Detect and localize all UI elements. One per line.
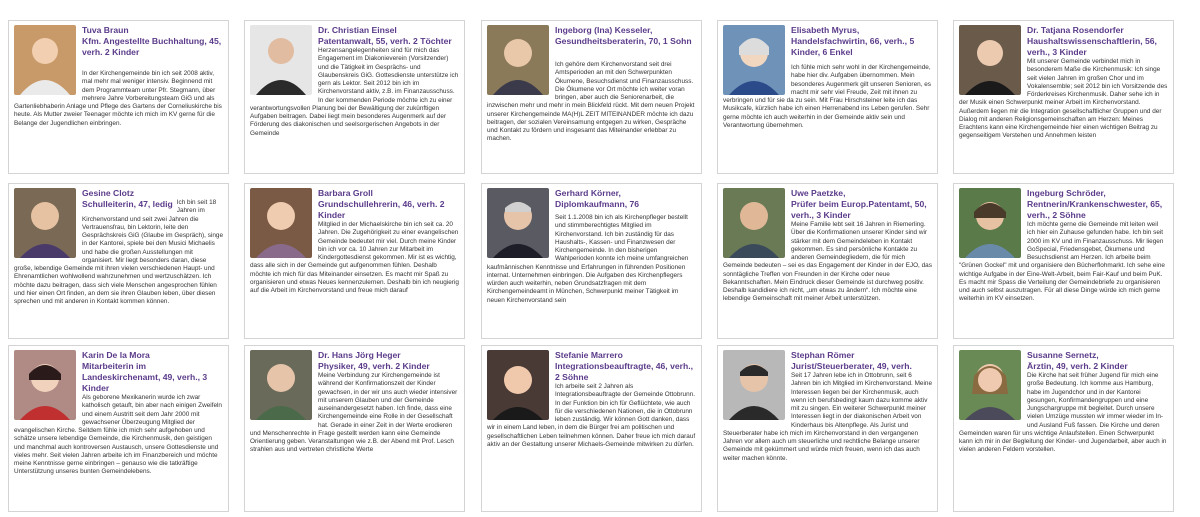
candidate-card (8, 183, 229, 339)
candidate-photo (14, 350, 76, 420)
candidate-bio: Ich gehöre dem Kirchenvorstand seit drei Amtsperioden an mit den Schwerpunkten Ökumene, Besuchsdienst und Finanzausschuss. Die Ökumene vor Ort möchte ich weiter voran bringen, aber auch die Seniorenarbeit, die inzwischen mehr und mehr in mein Blickfeld rückt. Mit dem neuen Projekt unserer Kirchengemeinde MA(H)L ZEIT MITEINANDER möchte ich dazu beitragen, der sozialen Vereinsamung entgegen zu wirken, Gespräche und Kontakt zu fördern und insgesamt das Miteinander erlebbar zu machen. (487, 61, 695, 143)
candidate-name: Barbara Groll (318, 188, 373, 198)
candidate-photo (723, 25, 785, 95)
candidate-name: Gerhard Körner, (555, 188, 621, 198)
candidate-photo (14, 188, 76, 258)
candidate-bio: Meine Familie lebt seit 16 Jahren in Riemerling. Über die Konfirmationen unserer Kinder sind wir stärker mit dem Gemeindeleben in Kontakt gekommen. Es sind persönliche Kontakte zu anderen Gemeindegliedern, die für mich Gemeinde bedeuten – sei es das Engagement der Kinder in der EJO, das sonntägliche Treffen von Freunden in der Kirche oder neue Bekanntschaften. Mein Eindruck dieser Gemeinde ist durchweg positiv. Deshalb kandidiere ich nicht, „um etwas zu ändern“. Ich möchte eine lebendige Gemeinschaft mit meiner Arbeit unterstützen. (723, 221, 932, 303)
candidate-photo (959, 25, 1021, 95)
candidate-name: Dr. Hans Jörg Heger (318, 350, 401, 360)
candidate-name: Uwe Paetzke, (791, 188, 846, 198)
candidate-title: Rentnerin/Krankenschwester, 65, verh., 2 Söhne (1027, 199, 1163, 220)
candidate-photo (250, 25, 312, 95)
candidate-name: Tuva Braun (82, 25, 129, 35)
candidate-card (717, 20, 938, 174)
candidate-bio: Mitglied in der Michaelskirche bin ich seit ca. 20 Jahren. Die Zugehörigkeit zu einer evangelischen Gemeinde bedeutet mir viel. Durch meine Kinder bin ich vor ca. 10 Jahren zur Mitarbeit im Kindergottesdienst gekommen. Mir ist es wichtig, dass alle sich in der Gemeinde gut aufgenommen fühlen. Deshalb möchte ich mich für das Miteinander einsetzen. Es macht mir Spaß zu organisieren und etwas Neues kennenzulernen. Deshalb bin ich neugierig auf die Arbeit im Kirchenvorstand und freue mich darauf (250, 221, 459, 294)
candidate-title: Gesundheitsberaterin, 70, 1 Sohn (555, 36, 692, 46)
candidate-name: Gesine Clotz (82, 188, 135, 198)
candidate-card (481, 20, 702, 174)
candidate-card (8, 345, 229, 512)
candidate-card (481, 183, 702, 339)
candidate-card (244, 20, 465, 174)
candidate-name: Susanne Sernetz, (1027, 350, 1099, 360)
candidate-title: Diplomkaufmann, 76 (555, 199, 640, 209)
candidate-bio: Seit 1.1.2008 bin ich als Kirchenpfleger bestellt und stimmberechtigtes Mitglied im Kirchenvorstand. Ich bin zuständig für das Haushalts-, Kassen- und Finanzwesen der Kirchengemeinde. In den bisherigen Wahlperioden konnte ich meine umfangreichen kaufmännischen Kenntnisse und Erfahrungen in führenden Positionen internat. Unternehmen einbringen. Die Aufgaben des Kirchenpflegers würden auch weiterhin, neben Grundsatzfragen mit dem Kirchengemeindeamt in München, Schwerpunkt meiner Tätigkeit im neuen Kirchenvorstand sein (487, 214, 689, 304)
candidate-bio: Mit unserer Gemeinde verbindet mich in besonderem Maße die Kirchenmusik: Ich singe seit vielen Jahren im großen Chor und im Vokalensemble; seit 2012 bin ich Vorsitzende des Förderkreises Kirchenmusik. Daher sehe ich in der Musik einen Schwerpunkt meiner Arbeit im Kirchenvorstand. Außerdem liegen mir die Integration gesellschaftlicher Gruppen und der Dialog mit anderen Religionsgemeinschaften am Herzen: Meines Erachtens kann eine Kirchengemeinde hier einen wichtigen Beitrag zu gegenseitigem Verstehen und Annehmen leisten (959, 58, 1168, 140)
candidate-bio: Herzensangelegenheiten sind für mich das Engagement im Diakonieverein (Vorsitzender) und die Tätigkeit im Gesprächs- und Glaubenskreis GiG. Gottesdienste unterstütze ich gern als Lektor. Seit 2012 bin ich im Kirchenvorstand aktiv, z.B. im Finanzausschuss. In der kommenden Periode möchte ich zu einer verantwortungsvollen Planung bei der Bewältigung der zukünftigen Aufgaben beitragen. Dabei liegt mein besonderes Augenmerk auf der Förderung des diakonischen und seelsorgerischen Angebots in der Gemeinde (250, 47, 459, 137)
candidate-photo (959, 350, 1021, 420)
candidate-photo (959, 188, 1021, 258)
candidate-bio: Ich möchte gerne die Gemeinde mit leiten weil ich hier ein Zuhause gefunden habe. Ich bin seit 2000 im KV und im Finanzausschuss. Mir liegen GoSpecial, Friedensgebet, Ökumene und Besuchsdienst am Herzen. Ich arbeite beim "Grünen Gockel" mit und organisiere den Bücherflohmarkt. Ich sehe eine wichtige Aufgabe in der Eine-Welt-Arbeit, beim Fair-Kauf und beim PuK. Es macht mir Spass die Verteilung der Gemeindebriefe zu organisieren und auch selbst auszutragen. Für all diese Dinge würde ich mich gerne weiterhin im KV einsetzen. (959, 221, 1165, 303)
candidate-card (953, 20, 1174, 174)
candidate-bio: Ich arbeite seit 2 Jahren als Integrationsbeauftragte der Gemeinde Ottobrunn. In der Funktion bin ich für Geflüchtete, wie auch für die verschiedenen Nationen, die in Ottobrunn leben zuständig. Wir können Gott danken, dass wir in einem Land leben, in dem die Bürger frei am politischen und gesellschaftlichen Leben teilnehmen können. Daher freue ich mich darauf aktiv an der Gestaltung unserer Michaels-Gemeinde mitwirken zu dürfen. (487, 383, 696, 448)
candidate-title: Integrationsbeauftragte, 46, verh., 2 Söhne (555, 361, 694, 382)
candidate-photo (14, 25, 76, 95)
candidate-name: Dr. Tatjana Rosendorfer (1027, 25, 1124, 35)
candidate-photo (723, 188, 785, 258)
candidate-card (717, 345, 938, 512)
candidate-title: Mitarbeiterin im Landeskirchenamt, 49, verh., 3 Kinder (82, 361, 208, 393)
candidate-title: Grundschullehrerin, 46, verh. 2 Kinder (318, 199, 445, 220)
candidate-photo (487, 25, 549, 95)
candidate-photo (723, 350, 785, 420)
candidate-photo (487, 188, 549, 258)
candidate-title: Patentanwalt, 55, verh. 2 Töchter (318, 36, 452, 46)
candidate-photo (250, 350, 312, 420)
candidate-title: Ärztin, 49, verh. 2 Kinder (1027, 361, 1128, 371)
candidate-photo (250, 188, 312, 258)
candidate-bio: Ich bin seit 18 Jahren im Kirchenvorstand und seit zwei Jahren die Vertrauensfrau, bin Lektorin, leite den Gesprächskreis GiG (Glaube im Gespräch), singe in der Kantorei, spiele bei den Musici Michaelis und habe die großen Ausstellungen mit organisiert. Mir liegt besonders daran, diese große, lebendige Gemeinde mit ihren vielen verschiedenen Haupt- und Ehrenamtlichen wohlwollend wahrzunehmen und wertzuschätzen. Ich möchte dazu beitragen, dass sich viele Menschen angesprochen fühlen und hier einen Ort finden, an dem sie ihren Glauben leben, über diesen sprechen und mit anderen in Kontakt kommen können. (14, 199, 223, 305)
candidate-name: Dr. Christian Einsel (318, 25, 397, 35)
candidate-card (481, 345, 702, 512)
candidate-bio: In der Kirchengemeinde bin ich seit 2008 aktiv, mal mehr mal weniger intensiv. Beginnend mit dem Programmteam unter Pfr. Stegmann, über mehrere Jahre Vorbereitungsteam GiG und als Gartenliebhaberin Anlage und Pflege des Gartens der Corneliuskirche bis heute. Als Mutter zweier Teenager möchte ich mich im KV gerne für die Belange der Jugendlichen einbringen. (14, 70, 222, 127)
candidate-name: Stephan Römer (791, 350, 855, 360)
candidate-name: Ingeburg Schröder, (1027, 188, 1106, 198)
candidate-card (244, 183, 465, 339)
candidate-title: Prüfer beim Europ.Patentamt, 50, verh., 3 Kinder (791, 199, 927, 220)
candidate-title: Haushaltswissenschaftlerin, 56, verh., 3 Kinder (1027, 36, 1157, 57)
candidate-name: Stefanie Marrero (555, 350, 623, 360)
candidate-card (953, 345, 1174, 512)
candidate-bio: Als geborene Mexikanerin wurde ich zwar katholisch getauft, bin aber nach einigen Zweifeln und einem Austritt seit dem Jahr 2000 mit gewachsener Überzeugung Mitglied der evangelischen Kirche. Seitdem fühle ich mich sehr aufgehoben und schätze unsere lebendige Gemeinde, die Kirchenmusik, den geistigen und manchmal auch kontroversen Austausch, unsere Gottesdienste und vieles mehr. Seit vielen Jahren arbeite ich im Finanzbereich und möchte meine Kenntnisse gerne einbringen – genauso wie die tatkräftige Unterstützung unseres bunten Gemeindelebens. (14, 394, 222, 476)
candidate-title: Handelsfachwirtin, 66, verh., 5 Kinder, 6 Enkel (791, 36, 915, 57)
candidate-card (244, 345, 465, 512)
candidate-bio: Ich fühle mich sehr wohl in der Kirchengemeinde, habe hier div. Aufgaben übernommen. Mein besonderes Augenmerk gilt unseren Senioren, es macht mir sehr viel Freude, Zeit mit ihnen zu verbringen und für sie da zu sein. Mit Frau Hirschsteiner leite ich das Musikcafe, kürzlich habe ich einen Herrenabend ins Leben gerufen. Sehr gerne möchte ich auch weiterhin in der Gemeinde aktiv sein und Verantwortung übernehmen. (723, 64, 931, 129)
candidate-photo (487, 350, 549, 420)
candidate-title: Schulleiterin, 47, ledig (82, 199, 173, 209)
candidate-name: Karin De la Mora (82, 350, 150, 360)
candidate-card (717, 183, 938, 339)
candidate-card (953, 183, 1174, 339)
candidate-title: Kfm. Angestellte Buchhaltung, 45, verh. 2 Kinder (82, 36, 222, 57)
candidate-bio: Meine Verbindung zur Kirchengemeinde ist während der Konfirmationszeit der Kinder gewachsen, in der wir uns auch wieder intensiver mit unserem Glauben und der Gemeinde auseinandergesetzt haben. Ich finde, dass eine Kirchengemeinde eine Rolle in der Gesellschaft hat. Gerade in einer Zeit in der Werte erodieren und Menschenrechte in Frage gestellt werden kann eine Gemeinde Orientierung geben. Veranstaltungen wie z.B. der Abend mit Prof. Lesch strahlen aus und vertreten christliche Werte (250, 372, 458, 454)
candidate-bio: Die Kirche hat seit früher Jugend für mich eine große Bedeutung. Ich komme aus Hamburg, habe im Jugendchor und in der Kantorei gesungen, Konfirmandengruppen und eine Jungschargruppe mit begleitet. Durch unsere vielen Umzüge mussten wir immer wieder im In- und Ausland Fuß fassen. Die Kirche und deren Gemeinden waren für uns wichtige Anlaufstellen. Einen Schwerpunkt kann ich mir in der Begleitung der Kinder- und Jugendarbeit, aber auch in vielen anderen Feldern vorstellen. (959, 372, 1167, 454)
candidate-name: Elisabeth Myrus, (791, 25, 860, 35)
candidate-name: Ingeborg (Ina) Kesseler, (555, 25, 653, 35)
candidate-title: Jurist/Steuerberater, 49, verh. (791, 361, 912, 371)
candidate-title: Physiker, 49, verh. 2 Kinder (318, 361, 430, 371)
candidate-bio: Seit 17 Jahren lebe ich in Ottobrunn, seit 6 Jahren bin ich Mitglied im Kirchenvorstand. Meine Interessen liegen bei der Kirchenmusik, auch wenn ich berufsbedingt kaum dazu komme aktiv mit zu singen. Ein weiterer Schwerpunkt meiner Interessen liegt in der diakonischen Arbeit von Kinderhaus bis Altenpflege. Als Jurist und Steuerberater habe ich mich im Kirchenvorstand in den vergangenen Jahren vor allem auch um steuerliche und rechtliche Belange unserer Gemeinde mit gekümmert und würde mich freuen, wenn ich das auch weiter machen könnte. (723, 372, 933, 462)
candidate-card (8, 20, 229, 174)
